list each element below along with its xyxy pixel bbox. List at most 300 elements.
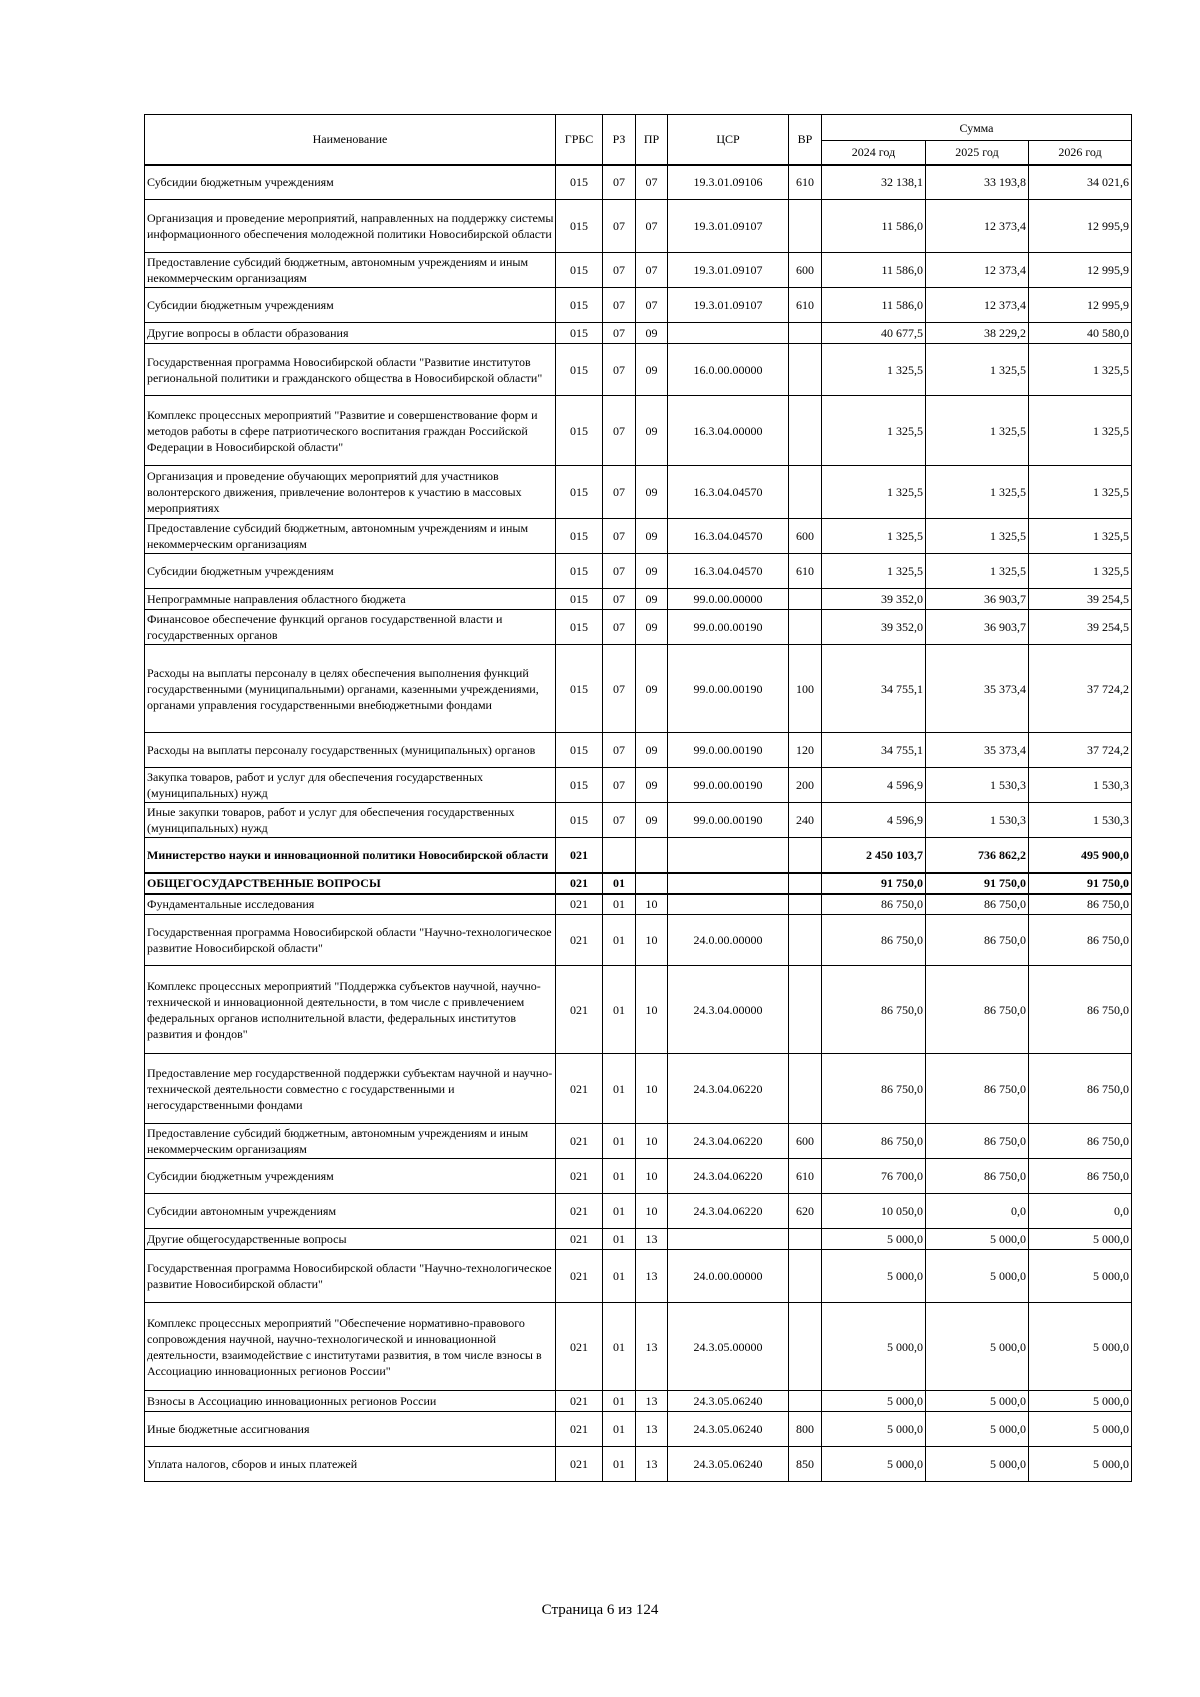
cell-grbs: 015: [556, 554, 603, 589]
cell-2026: 1 530,3: [1029, 803, 1132, 838]
cell-name: Расходы на выплаты персоналу государственных (муниципальных) органов: [145, 733, 556, 768]
cell-grbs: 021: [556, 1159, 603, 1194]
cell-name: Комплекс процессных мероприятий "Поддержка субъектов научной, научно-технической и инновационной деятельности, в том числе с привлечением федеральных органов исполнительной власти, федеральных институтов развития и фондов": [145, 966, 556, 1054]
cell-grbs: 015: [556, 803, 603, 838]
cell-2024: 40 677,5: [822, 323, 926, 344]
table-row: [145, 1159, 1132, 1194]
cell-name: Фундаментальные исследования: [145, 894, 556, 915]
cell-2026: 40 580,0: [1029, 323, 1132, 344]
cell-2025: 5 000,0: [926, 1250, 1029, 1303]
cell-2024: 1 325,5: [822, 519, 926, 554]
cell-2026: 12 995,9: [1029, 200, 1132, 253]
cell-rz: 07: [603, 466, 636, 519]
cell-2026: 5 000,0: [1029, 1447, 1132, 1482]
cell-2026: 86 750,0: [1029, 1124, 1132, 1159]
cell-grbs: 021: [556, 1250, 603, 1303]
cell-csr: 24.3.04.06220: [668, 1159, 789, 1194]
cell-vr: 610: [789, 554, 822, 589]
table-row: [145, 396, 1132, 466]
cell-grbs: 021: [556, 1303, 603, 1391]
cell-grbs: 021: [556, 873, 603, 894]
cell-csr: 24.3.04.00000: [668, 966, 789, 1054]
cell-2026: 1 325,5: [1029, 519, 1132, 554]
cell-grbs: 015: [556, 733, 603, 768]
cell-rz: 07: [603, 645, 636, 733]
cell-csr: [668, 1229, 789, 1250]
cell-name: Уплата налогов, сборов и иных платежей: [145, 1447, 556, 1482]
cell-2024: 4 596,9: [822, 768, 926, 803]
cell-grbs: 021: [556, 1124, 603, 1159]
table-row: [145, 554, 1132, 589]
cell-2024: 11 586,0: [822, 288, 926, 323]
col-header-2026: 2026 год: [1029, 141, 1132, 165]
cell-rz: 01: [603, 1303, 636, 1391]
cell-pr: 13: [636, 1412, 668, 1447]
col-header-rz: РЗ: [603, 115, 636, 165]
cell-rz: 07: [603, 554, 636, 589]
cell-rz: 07: [603, 323, 636, 344]
cell-vr: 800: [789, 1412, 822, 1447]
cell-rz: 01: [603, 1159, 636, 1194]
cell-name: Государственная программа Новосибирской области "Развитие институтов региональной политики и гражданского общества в Новосибирской области": [145, 344, 556, 396]
cell-name: Предоставление субсидий бюджетным, автономным учреждениям и иным некоммерческим организациям: [145, 519, 556, 554]
cell-name: Субсидии бюджетным учреждениям: [145, 1159, 556, 1194]
cell-name: Взносы в Ассоциацию инновационных регионов России: [145, 1391, 556, 1412]
cell-pr: 09: [636, 466, 668, 519]
cell-grbs: 021: [556, 1194, 603, 1229]
cell-2026: 12 995,9: [1029, 253, 1132, 288]
cell-vr: 850: [789, 1447, 822, 1482]
cell-grbs: 015: [556, 519, 603, 554]
cell-vr: [789, 466, 822, 519]
cell-vr: 200: [789, 768, 822, 803]
cell-name: Иные закупки товаров, работ и услуг для обеспечения государственных (муниципальных) нужд: [145, 803, 556, 838]
cell-name: Комплекс процессных мероприятий "Развитие и совершенствование форм и методов работы в сфере патриотического воспитания граждан Российской Федерации в Новосибирской области": [145, 396, 556, 466]
cell-grbs: 021: [556, 1447, 603, 1482]
cell-2024: 5 000,0: [822, 1250, 926, 1303]
cell-vr: [789, 1250, 822, 1303]
cell-2026: 1 325,5: [1029, 344, 1132, 396]
cell-2026: 91 750,0: [1029, 873, 1132, 894]
cell-2024: 5 000,0: [822, 1229, 926, 1250]
cell-2026: 5 000,0: [1029, 1250, 1132, 1303]
cell-2026: 5 000,0: [1029, 1303, 1132, 1391]
cell-grbs: 015: [556, 396, 603, 466]
cell-name: Субсидии бюджетным учреждениям: [145, 288, 556, 323]
cell-rz: 01: [603, 915, 636, 966]
cell-rz: 07: [603, 288, 636, 323]
cell-csr: 16.3.04.04570: [668, 466, 789, 519]
cell-name: Государственная программа Новосибирской области "Научно-технологическое развитие Новосибирской области": [145, 915, 556, 966]
cell-vr: [789, 915, 822, 966]
cell-2026: 1 325,5: [1029, 466, 1132, 519]
cell-2024: 11 586,0: [822, 200, 926, 253]
cell-rz: 01: [603, 1412, 636, 1447]
cell-2024: 1 325,5: [822, 554, 926, 589]
cell-name: Расходы на выплаты персоналу в целях обеспечения выполнения функций государственными (муниципальными) органами, казенными учреждениями, органами управления государственными внебюджетными фондами: [145, 645, 556, 733]
table-row: [145, 323, 1132, 344]
table-row: [145, 838, 1132, 873]
cell-name: Государственная программа Новосибирской области "Научно-технологическое развитие Новосибирской области": [145, 1250, 556, 1303]
cell-grbs: 015: [556, 466, 603, 519]
cell-pr: 10: [636, 915, 668, 966]
cell-pr: 09: [636, 803, 668, 838]
cell-rz: [603, 838, 636, 873]
cell-pr: 09: [636, 519, 668, 554]
table-row: [145, 1303, 1132, 1391]
cell-2026: 5 000,0: [1029, 1391, 1132, 1412]
cell-csr: 24.0.00.00000: [668, 915, 789, 966]
cell-rz: 01: [603, 1391, 636, 1412]
table-row: [145, 288, 1132, 323]
cell-pr: 09: [636, 733, 668, 768]
cell-2026: 5 000,0: [1029, 1412, 1132, 1447]
cell-rz: 01: [603, 1250, 636, 1303]
cell-pr: 10: [636, 1159, 668, 1194]
cell-grbs: 021: [556, 915, 603, 966]
cell-2026: 39 254,5: [1029, 610, 1132, 645]
cell-rz: 07: [603, 733, 636, 768]
cell-2024: 5 000,0: [822, 1391, 926, 1412]
cell-csr: 24.3.05.06240: [668, 1391, 789, 1412]
table-row: [145, 1391, 1132, 1412]
cell-csr: 24.3.05.00000: [668, 1303, 789, 1391]
cell-grbs: 015: [556, 323, 603, 344]
cell-vr: 600: [789, 253, 822, 288]
table-row: [145, 519, 1132, 554]
budget-table: [144, 114, 1132, 1482]
cell-pr: 13: [636, 1303, 668, 1391]
cell-vr: [789, 1229, 822, 1250]
cell-csr: [668, 873, 789, 894]
cell-2024: 86 750,0: [822, 966, 926, 1054]
cell-csr: 24.3.04.06220: [668, 1054, 789, 1124]
cell-2026: 1 325,5: [1029, 396, 1132, 466]
cell-pr: 09: [636, 323, 668, 344]
cell-pr: 09: [636, 554, 668, 589]
cell-2025: 1 530,3: [926, 768, 1029, 803]
cell-rz: 07: [603, 589, 636, 610]
cell-name: Предоставление мер государственной поддержки субъектам научной и научно-технической деятельности совместно с государственными и негосударственными фондами: [145, 1054, 556, 1124]
cell-2025: 0,0: [926, 1194, 1029, 1229]
cell-vr: [789, 838, 822, 873]
cell-pr: 10: [636, 1054, 668, 1124]
cell-2026: 39 254,5: [1029, 589, 1132, 610]
col-header-sum: Сумма: [822, 115, 1132, 141]
cell-csr: 19.3.01.09107: [668, 253, 789, 288]
cell-csr: [668, 894, 789, 915]
cell-2025: 1 325,5: [926, 519, 1029, 554]
cell-2026: 86 750,0: [1029, 894, 1132, 915]
cell-2025: 86 750,0: [926, 894, 1029, 915]
cell-2024: 4 596,9: [822, 803, 926, 838]
table-row: [145, 1194, 1132, 1229]
cell-csr: 99.0.00.00190: [668, 803, 789, 838]
cell-2025: 38 229,2: [926, 323, 1029, 344]
cell-2024: 86 750,0: [822, 915, 926, 966]
cell-pr: 07: [636, 165, 668, 200]
cell-grbs: 021: [556, 1391, 603, 1412]
cell-pr: 10: [636, 1194, 668, 1229]
table-row: [145, 1124, 1132, 1159]
cell-rz: 07: [603, 803, 636, 838]
cell-2026: 5 000,0: [1029, 1229, 1132, 1250]
cell-2024: 11 586,0: [822, 253, 926, 288]
cell-2024: 34 755,1: [822, 645, 926, 733]
table-row: [145, 1447, 1132, 1482]
cell-grbs: 015: [556, 768, 603, 803]
cell-csr: 24.3.04.06220: [668, 1194, 789, 1229]
cell-pr: 09: [636, 589, 668, 610]
table-row: [145, 466, 1132, 519]
cell-2024: 91 750,0: [822, 873, 926, 894]
cell-2024: 76 700,0: [822, 1159, 926, 1194]
cell-rz: 07: [603, 610, 636, 645]
table-row: [145, 200, 1132, 253]
cell-vr: 240: [789, 803, 822, 838]
cell-2026: 12 995,9: [1029, 288, 1132, 323]
cell-pr: 10: [636, 1124, 668, 1159]
col-header-grbs: ГРБС: [556, 115, 603, 165]
table-row: [145, 894, 1132, 915]
cell-2024: 86 750,0: [822, 1054, 926, 1124]
table-row: [145, 915, 1132, 966]
col-header-2025: 2025 год: [926, 141, 1029, 165]
cell-vr: 610: [789, 1159, 822, 1194]
cell-2025: 35 373,4: [926, 733, 1029, 768]
cell-rz: 07: [603, 768, 636, 803]
cell-rz: 01: [603, 1124, 636, 1159]
cell-csr: 19.3.01.09106: [668, 165, 789, 200]
cell-pr: 10: [636, 966, 668, 1054]
cell-2025: 1 325,5: [926, 466, 1029, 519]
cell-pr: 09: [636, 396, 668, 466]
cell-2025: 86 750,0: [926, 966, 1029, 1054]
cell-2024: 1 325,5: [822, 396, 926, 466]
cell-name: Другие вопросы в области образования: [145, 323, 556, 344]
cell-name: Министерство науки и инновационной политики Новосибирской области: [145, 838, 556, 873]
cell-2026: 37 724,2: [1029, 733, 1132, 768]
col-header-csr: ЦСР: [668, 115, 789, 165]
cell-2024: 2 450 103,7: [822, 838, 926, 873]
cell-vr: 600: [789, 519, 822, 554]
cell-grbs: 021: [556, 1229, 603, 1250]
cell-2026: 34 021,6: [1029, 165, 1132, 200]
cell-csr: 99.0.00.00190: [668, 645, 789, 733]
cell-csr: 16.0.00.00000: [668, 344, 789, 396]
cell-2026: 86 750,0: [1029, 1159, 1132, 1194]
cell-2025: 1 325,5: [926, 344, 1029, 396]
col-header-pr: ПР: [636, 115, 668, 165]
table-header: [145, 115, 1132, 165]
cell-vr: 610: [789, 288, 822, 323]
cell-2025: 36 903,7: [926, 589, 1029, 610]
cell-vr: [789, 1303, 822, 1391]
cell-2024: 86 750,0: [822, 894, 926, 915]
cell-rz: 01: [603, 1447, 636, 1482]
cell-vr: [789, 610, 822, 645]
cell-2024: 1 325,5: [822, 344, 926, 396]
cell-vr: 120: [789, 733, 822, 768]
cell-rz: 01: [603, 873, 636, 894]
cell-csr: [668, 838, 789, 873]
cell-csr: 16.3.04.00000: [668, 396, 789, 466]
cell-2025: 1 325,5: [926, 396, 1029, 466]
table-row: [145, 768, 1132, 803]
cell-pr: 09: [636, 610, 668, 645]
cell-pr: [636, 838, 668, 873]
cell-csr: 99.0.00.00190: [668, 733, 789, 768]
cell-name: Непрограммные направления областного бюджета: [145, 589, 556, 610]
cell-name: Субсидии бюджетным учреждениям: [145, 554, 556, 589]
cell-2025: 12 373,4: [926, 200, 1029, 253]
cell-csr: 24.3.04.06220: [668, 1124, 789, 1159]
cell-vr: [789, 966, 822, 1054]
cell-rz: 01: [603, 1194, 636, 1229]
cell-grbs: 021: [556, 1054, 603, 1124]
table-row: [145, 733, 1132, 768]
table-row: [145, 344, 1132, 396]
cell-vr: 620: [789, 1194, 822, 1229]
page-number: Страница 6 из 124: [541, 1602, 659, 1618]
cell-2025: 33 193,8: [926, 165, 1029, 200]
cell-name: Организация и проведение мероприятий, направленных на поддержку системы информационного обеспечения молодежной политики Новосибирской области: [145, 200, 556, 253]
cell-vr: [789, 894, 822, 915]
cell-grbs: 015: [556, 645, 603, 733]
cell-2024: 86 750,0: [822, 1124, 926, 1159]
cell-2025: 5 000,0: [926, 1447, 1029, 1482]
cell-pr: 07: [636, 288, 668, 323]
cell-name: Предоставление субсидий бюджетным, автономным учреждениям и иным некоммерческим организациям: [145, 253, 556, 288]
cell-vr: 600: [789, 1124, 822, 1159]
col-header-name: Наименование: [145, 115, 556, 165]
cell-2026: 1 325,5: [1029, 554, 1132, 589]
cell-rz: 01: [603, 894, 636, 915]
cell-vr: [789, 344, 822, 396]
cell-2025: 1 325,5: [926, 554, 1029, 589]
cell-pr: 13: [636, 1229, 668, 1250]
cell-pr: 07: [636, 200, 668, 253]
cell-2024: 1 325,5: [822, 466, 926, 519]
cell-csr: 99.0.00.00190: [668, 768, 789, 803]
cell-pr: 07: [636, 253, 668, 288]
cell-name: Комплекс процессных мероприятий "Обеспечение нормативно-правового сопровождения научной, научно-технологической и инновационной деятельности, взаимодействие с институтами развития, в том числе взносы в Ассоциацию инновационных регионов России": [145, 1303, 556, 1391]
cell-vr: [789, 1391, 822, 1412]
table-row: [145, 1250, 1132, 1303]
cell-2025: 5 000,0: [926, 1391, 1029, 1412]
cell-rz: 07: [603, 253, 636, 288]
cell-2026: 1 530,3: [1029, 768, 1132, 803]
cell-csr: 16.3.04.04570: [668, 519, 789, 554]
cell-grbs: 015: [556, 288, 603, 323]
cell-2025: 86 750,0: [926, 1124, 1029, 1159]
cell-rz: 07: [603, 519, 636, 554]
cell-grbs: 021: [556, 894, 603, 915]
cell-2024: 5 000,0: [822, 1447, 926, 1482]
cell-name: Закупка товаров, работ и услуг для обеспечения государственных (муниципальных) нужд: [145, 768, 556, 803]
col-header-2024: 2024 год: [822, 141, 926, 165]
table-row: [145, 966, 1132, 1054]
cell-vr: [789, 873, 822, 894]
table-row: [145, 589, 1132, 610]
table-body: [145, 165, 1132, 1482]
cell-grbs: 015: [556, 344, 603, 396]
cell-pr: 13: [636, 1391, 668, 1412]
cell-rz: 07: [603, 165, 636, 200]
table-row: [145, 1054, 1132, 1124]
table-row: [145, 165, 1132, 200]
cell-pr: 09: [636, 768, 668, 803]
cell-csr: 99.0.00.00000: [668, 589, 789, 610]
cell-2024: 39 352,0: [822, 610, 926, 645]
cell-vr: 100: [789, 645, 822, 733]
cell-rz: 01: [603, 1229, 636, 1250]
cell-vr: [789, 200, 822, 253]
cell-name: ОБЩЕГОСУДАРСТВЕННЫЕ ВОПРОСЫ: [145, 873, 556, 894]
cell-2025: 91 750,0: [926, 873, 1029, 894]
table-row: [145, 1412, 1132, 1447]
cell-2026: 86 750,0: [1029, 915, 1132, 966]
cell-grbs: 015: [556, 610, 603, 645]
cell-name: Организация и проведение обучающих мероприятий для участников волонтерского движения, привлечение волонтеров к участию в массовых мероприятиях: [145, 466, 556, 519]
cell-rz: 07: [603, 200, 636, 253]
cell-pr: 13: [636, 1447, 668, 1482]
cell-csr: 24.3.05.06240: [668, 1447, 789, 1482]
cell-csr: 24.3.05.06240: [668, 1412, 789, 1447]
cell-pr: 09: [636, 645, 668, 733]
cell-name: Иные бюджетные ассигнования: [145, 1412, 556, 1447]
cell-name: Субсидии бюджетным учреждениям: [145, 165, 556, 200]
cell-vr: [789, 589, 822, 610]
cell-2025: 5 000,0: [926, 1412, 1029, 1447]
cell-pr: 10: [636, 894, 668, 915]
col-header-vr: ВР: [789, 115, 822, 165]
cell-vr: [789, 1054, 822, 1124]
cell-name: Субсидии автономным учреждениям: [145, 1194, 556, 1229]
cell-csr: 19.3.01.09107: [668, 288, 789, 323]
cell-2025: 12 373,4: [926, 288, 1029, 323]
table-row: [145, 803, 1132, 838]
cell-grbs: 015: [556, 253, 603, 288]
table-row: [145, 645, 1132, 733]
cell-vr: [789, 323, 822, 344]
cell-2024: 10 050,0: [822, 1194, 926, 1229]
cell-2024: 5 000,0: [822, 1412, 926, 1447]
cell-2025: 86 750,0: [926, 1159, 1029, 1194]
cell-grbs: 015: [556, 165, 603, 200]
cell-pr: 13: [636, 1250, 668, 1303]
cell-2025: 5 000,0: [926, 1229, 1029, 1250]
cell-2026: 86 750,0: [1029, 1054, 1132, 1124]
cell-2024: 34 755,1: [822, 733, 926, 768]
cell-grbs: 021: [556, 838, 603, 873]
cell-name: Предоставление субсидий бюджетным, автономным учреждениям и иным некоммерческим организациям: [145, 1124, 556, 1159]
cell-rz: 01: [603, 1054, 636, 1124]
cell-grbs: 021: [556, 966, 603, 1054]
table-row: [145, 1229, 1132, 1250]
table-row: [145, 873, 1132, 894]
cell-2025: 86 750,0: [926, 915, 1029, 966]
cell-rz: 07: [603, 396, 636, 466]
cell-name: Другие общегосударственные вопросы: [145, 1229, 556, 1250]
cell-vr: [789, 396, 822, 466]
cell-2026: 495 900,0: [1029, 838, 1132, 873]
cell-rz: 01: [603, 966, 636, 1054]
cell-rz: 07: [603, 344, 636, 396]
cell-grbs: 015: [556, 589, 603, 610]
cell-2025: 5 000,0: [926, 1303, 1029, 1391]
cell-2024: 39 352,0: [822, 589, 926, 610]
